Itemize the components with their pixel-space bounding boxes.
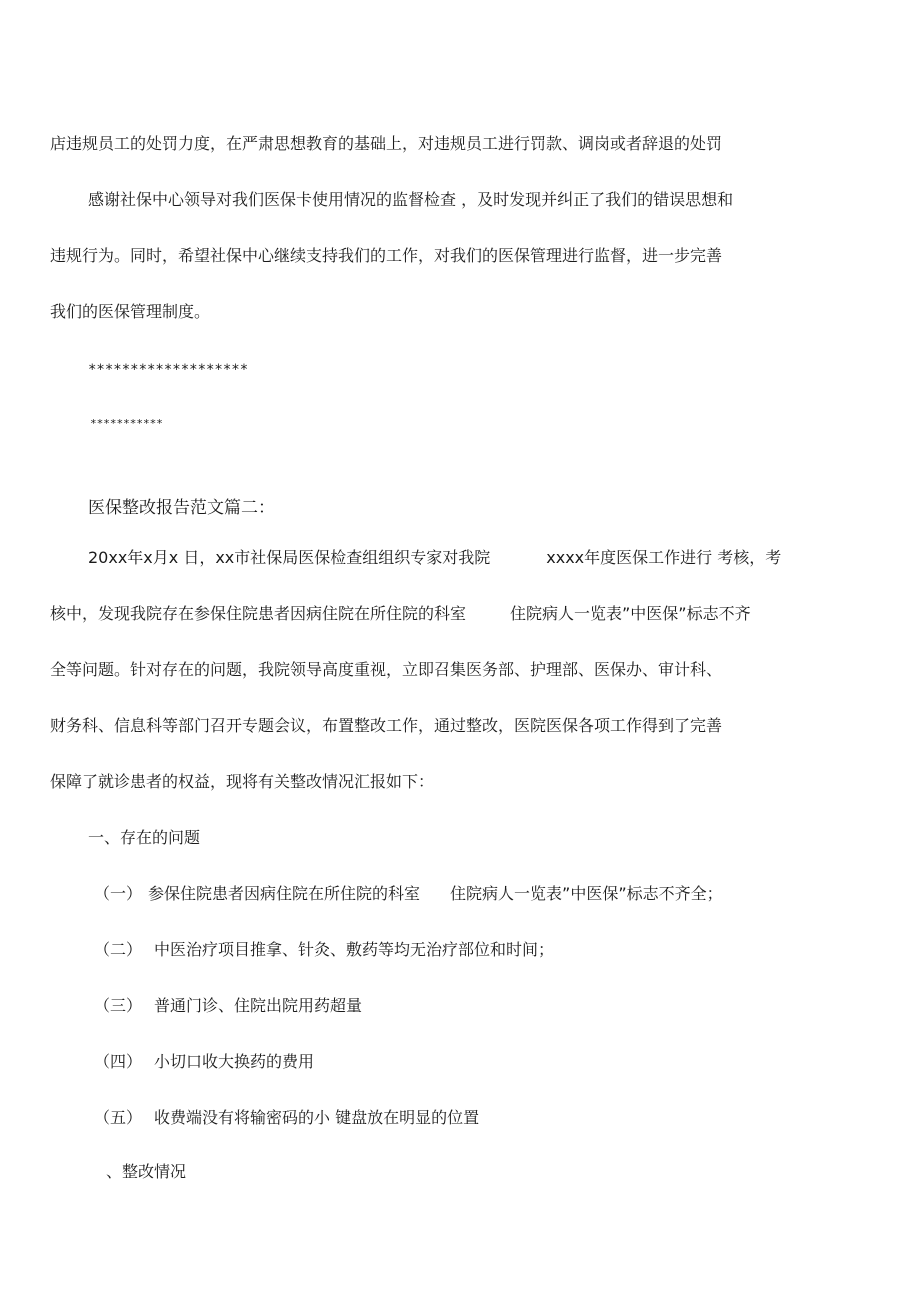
separator-stars: *********** bbox=[90, 417, 163, 430]
paragraph-line: 财务科、信息科等部门召开专题会议，布置整改工作，通过整改，医院医保各项工作得到了完善 bbox=[50, 716, 723, 735]
issue-number: （四） bbox=[94, 1052, 143, 1071]
paragraph-line: 违规行为。同时，希望社保中心继续支持我们的工作，对我们的医保管理进行监督，进一步完善 bbox=[50, 246, 723, 265]
paragraph-line: 感谢社保中心领导对我们医保卡使用情况的监督检查 ，及时发现并纠正了我们的错误思想和 bbox=[88, 190, 734, 209]
paragraph-line bbox=[88, 548, 781, 568]
issue-item bbox=[94, 996, 362, 1016]
issue-number: （五） bbox=[94, 1108, 143, 1127]
paragraph-segment: 住院病人一览表”中医保”标志不齐 bbox=[510, 604, 751, 623]
paragraph-segment: 核中，发现我院存在参保住院患者因病住院在所住院的科室 bbox=[50, 604, 467, 623]
issue-text: 普通门诊、住院出院用药超量 bbox=[154, 996, 363, 1015]
issue-number: （三） bbox=[94, 996, 143, 1015]
issue-number: （一） bbox=[94, 884, 143, 903]
issue-item bbox=[94, 1108, 479, 1128]
issue-item bbox=[94, 884, 723, 904]
separator-stars: ******************* bbox=[88, 362, 249, 378]
paragraph-line bbox=[50, 604, 751, 624]
paragraph-line: 店违规员工的处罚力度，在严肃思想教育的基础上，对违规员工进行罚款、调岗或者辞退的处罚 bbox=[50, 134, 723, 153]
issue-number: （二） bbox=[94, 940, 143, 959]
paragraph-line: 我们的医保管理制度。 bbox=[50, 302, 211, 321]
issue-text: 住院病人一览表”中医保”标志不齐全； bbox=[450, 884, 723, 903]
section-heading: 医保整改报告范文篇二： bbox=[88, 498, 275, 518]
issue-text: 收费端没有将输密码的小 键盘放在明显的位置 bbox=[154, 1108, 480, 1127]
issue-item bbox=[94, 1052, 314, 1072]
issue-text: 参保住院患者因病住院在所住院的科室 bbox=[148, 884, 421, 903]
issue-text: 小切口收大换药的费用 bbox=[154, 1052, 315, 1071]
issue-text: 中医治疗项目推拿、针灸、敷药等均无治疗部位和时间； bbox=[154, 940, 555, 959]
paragraph-segment: xxxx年度医保工作进行 考核，考 bbox=[546, 548, 782, 567]
section-heading: 、整改情况 bbox=[106, 1162, 187, 1181]
paragraph-line: 全等问题。针对存在的问题，我院领导高度重视，立即召集医务部、护理部、医保办、审计科、 bbox=[50, 660, 723, 679]
paragraph-line: 保障了就诊患者的权益，现将有关整改情况汇报如下： bbox=[50, 772, 435, 791]
paragraph-segment: 20xx年x月x 日，xx市社保局医保检查组组织专家对我院 bbox=[88, 548, 491, 567]
issue-item bbox=[94, 940, 554, 960]
section-heading: 一、存在的问题 bbox=[88, 828, 201, 847]
